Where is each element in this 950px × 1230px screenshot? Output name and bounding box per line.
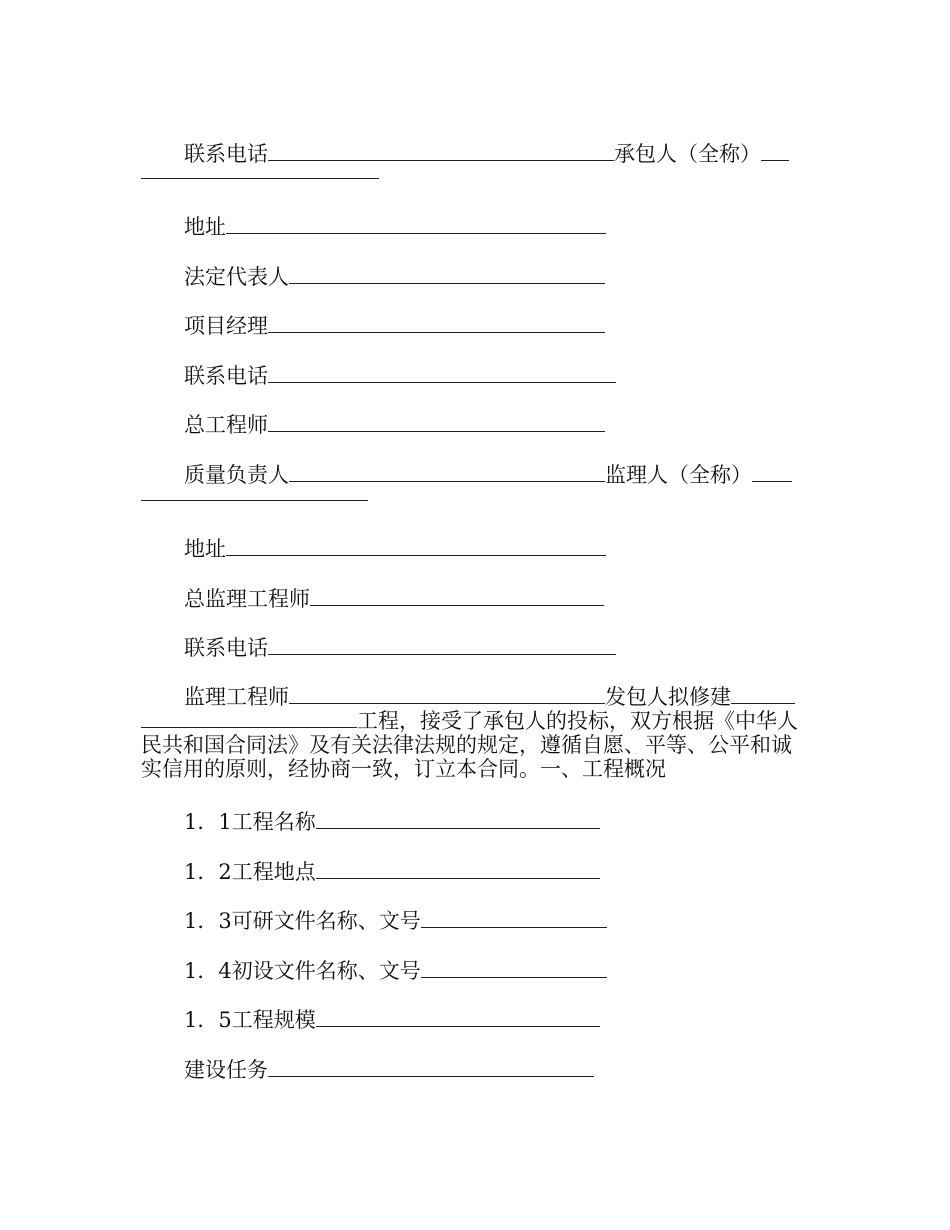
contact-phone-blank[interactable] xyxy=(268,362,616,383)
address-line-1 xyxy=(184,213,606,240)
overview-item-1-3 xyxy=(184,907,607,934)
project-location-label: 1．2工程地点 xyxy=(184,860,316,884)
preliminary-design-doc-blank[interactable] xyxy=(421,957,607,978)
project-location-blank[interactable] xyxy=(316,858,600,879)
preliminary-design-doc-label: 1．4初设文件名称、文号 xyxy=(184,959,421,983)
quality-person-label: 质量负责人 xyxy=(184,463,289,487)
overview-item-1-4 xyxy=(184,957,607,984)
employer-plans-label: 发包人拟修建 xyxy=(605,685,731,709)
chief-engineer-line xyxy=(184,411,605,438)
overview-item-1-2 xyxy=(184,858,600,885)
feasibility-doc-label: 1．3可研文件名称、文号 xyxy=(184,909,421,933)
chief-supervising-engineer-label: 总监理工程师 xyxy=(184,587,310,611)
overview-item-1-5 xyxy=(184,1006,600,1033)
construction-task-line xyxy=(184,1056,594,1083)
supervisor-name-continuation xyxy=(141,480,368,507)
construction-task-blank[interactable] xyxy=(268,1056,594,1077)
project-scale-label: 1．5工程规模 xyxy=(184,1008,316,1032)
contractor-full-name-blank-cont[interactable] xyxy=(141,158,379,179)
quality-person-blank[interactable] xyxy=(289,461,605,482)
contact-phone-label: 联系电话 xyxy=(184,142,268,166)
chief-engineer-blank[interactable] xyxy=(268,411,605,432)
address-blank[interactable] xyxy=(226,535,606,556)
supervisor-full-name-label: 监理人（全称） xyxy=(605,463,752,487)
address-blank[interactable] xyxy=(226,213,606,234)
preamble-text: 工程，接受了承包人的投标，双方根据《中华人民共和国合同法》及有关法律法规的规定，遵循自愿、平等、公平和诚实信用的原则，经协商一致，订立本合同。一、工程概况 xyxy=(141,709,798,781)
project-name-blank[interactable] xyxy=(731,683,795,704)
legal-rep-label: 法定代表人 xyxy=(184,265,289,289)
project-manager-label: 项目经理 xyxy=(184,314,268,338)
project-name-blank-cont[interactable] xyxy=(141,709,357,728)
contact-phone-label: 联系电话 xyxy=(184,636,268,660)
address-line-2 xyxy=(184,535,606,562)
contractor-full-name-label: 承包人（全称） xyxy=(614,142,761,166)
contact-phone-line-3 xyxy=(184,634,616,661)
project-name-field-blank[interactable] xyxy=(316,808,600,829)
legal-rep-line xyxy=(184,263,605,290)
chief-supervising-engineer-line xyxy=(184,585,604,612)
supervising-engineer-blank[interactable] xyxy=(289,683,605,704)
supervisor-full-name-blank-cont[interactable] xyxy=(141,480,368,501)
contact-phone-line-2 xyxy=(184,362,616,389)
supervising-engineer-label: 监理工程师 xyxy=(184,685,289,709)
feasibility-doc-blank[interactable] xyxy=(421,907,607,928)
chief-supervising-engineer-blank[interactable] xyxy=(310,585,604,606)
project-scale-blank[interactable] xyxy=(316,1006,600,1027)
contact-phone-label: 联系电话 xyxy=(184,364,268,388)
overview-item-1-1 xyxy=(184,808,600,835)
project-manager-line xyxy=(184,312,605,339)
construction-task-label: 建设任务 xyxy=(184,1058,268,1082)
legal-rep-blank[interactable] xyxy=(289,263,605,284)
contact-phone-blank[interactable] xyxy=(268,634,616,655)
address-label: 地址 xyxy=(184,537,226,561)
project-manager-blank[interactable] xyxy=(268,312,605,333)
supervisor-full-name-blank[interactable] xyxy=(752,461,792,482)
contractor-full-name-blank[interactable] xyxy=(761,140,789,161)
chief-engineer-label: 总工程师 xyxy=(184,413,268,437)
project-name-label: 1．1工程名称 xyxy=(184,810,316,834)
contract-preamble xyxy=(141,709,806,781)
contractor-name-continuation xyxy=(141,158,379,185)
address-label: 地址 xyxy=(184,215,226,239)
supervising-engineer-line xyxy=(184,683,795,710)
